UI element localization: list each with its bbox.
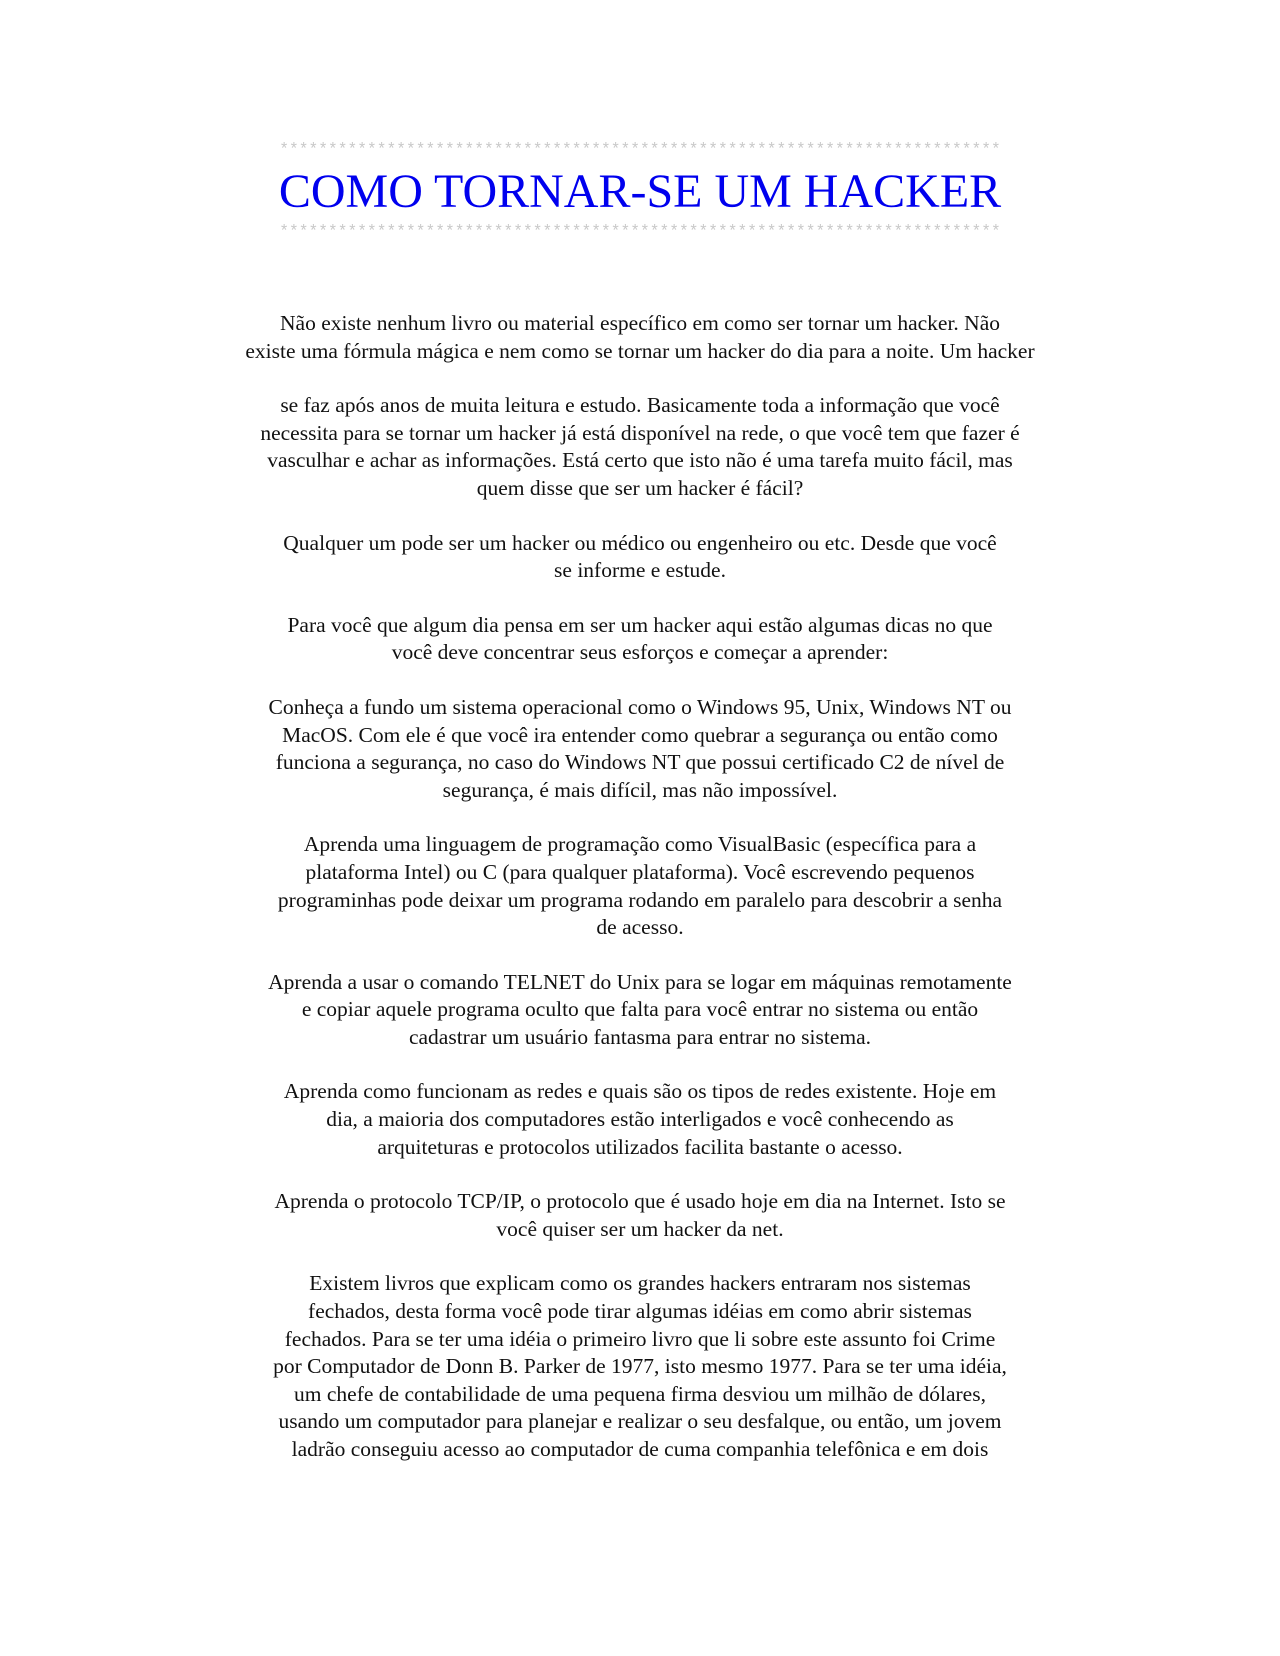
- text-line: Aprenda uma linguagem de programação como VisualBasic (específica para a: [303, 832, 977, 857]
- text-line: Para você que algum dia pensa em ser um hacker aqui estão algumas dicas no que: [287, 612, 993, 637]
- text-line: Qualquer um pode ser um hacker ou médico ou engenheiro ou etc. Desde que você: [283, 530, 997, 555]
- text-line: e copiar aquele programa oculto que falta para você entrar no sistema ou então: [301, 997, 979, 1022]
- text-line: usando um computador para planejar e realizar o seu desfalque, ou então, um jovem: [278, 1409, 1002, 1434]
- text-line: segurança, é mais difícil, mas não impossível.: [442, 777, 838, 802]
- text-line: funciona a segurança, no caso do Windows NT que possui certificado C2 de nível de: [275, 750, 1005, 775]
- paragraph: [160, 1078, 1120, 1161]
- text-line: Conheça a fundo um sistema operacional como o Windows 95, Unix, Windows NT ou: [268, 694, 1012, 719]
- text-line: de acesso.: [596, 915, 684, 940]
- text-line: MacOS. Com ele é que você ira entender como quebrar a segurança ou então como: [282, 722, 998, 747]
- text-line: Aprenda a usar o comando TELNET do Unix para se logar em máquinas remotamente: [268, 969, 1012, 994]
- text-line: Aprenda como funcionam as redes e quais são os tipos de redes existente. Hoje em: [283, 1079, 997, 1104]
- text-line: você quiser ser um hacker da net.: [496, 1216, 784, 1241]
- text-line: se faz após anos de muita leitura e estudo. Basicamente toda a informação que você: [280, 393, 1000, 418]
- text-line: quem disse que ser um hacker é fácil?: [476, 475, 804, 500]
- stars-divider-top: **************************************************************************: [279, 140, 1001, 159]
- text-line: fechados, desta forma você pode tirar algumas idéias em como abrir sistemas: [308, 1299, 972, 1324]
- text-line: por Computador de Donn B. Parker de 1977, isto mesmo 1977. Para se ter uma idéia,: [273, 1354, 1007, 1379]
- paragraph: [160, 969, 1120, 1052]
- paragraph: [160, 310, 1120, 365]
- paragraph: [160, 392, 1120, 502]
- text-line: programinhas pode deixar um programa rodando em paralelo para descobrir a senha: [277, 887, 1003, 912]
- paragraph: [160, 831, 1120, 941]
- text-line: Existem livros que explicam como os grandes hackers entraram nos sistemas: [309, 1271, 971, 1296]
- text-line: Aprenda o protocolo TCP/IP, o protocolo que é usado hoje em dia na Internet. Isto se: [274, 1189, 1006, 1214]
- text-line: fechados. Para se ter uma idéia o primeiro livro que li sobre este assunto foi Crime: [284, 1326, 996, 1351]
- paragraph: [160, 1188, 1120, 1243]
- paragraph: [160, 694, 1120, 804]
- text-line: se informe e estude.: [554, 558, 726, 583]
- text-line: dia, a maioria dos computadores estão interligados e você conhecendo as: [326, 1107, 954, 1132]
- document-body: [160, 310, 1120, 1491]
- text-line: ladrão conseguiu acesso ao computador de cuma companhia telefônica e em dois: [291, 1437, 989, 1461]
- text-line: existe uma fórmula mágica e nem como se tornar um hacker do dia para a noite. Um hacker: [245, 338, 1035, 363]
- text-line: arquiteturas e protocolos utilizados facilita bastante o acesso.: [377, 1134, 903, 1159]
- title-block: [0, 140, 1280, 242]
- text-line: cadastrar um usuário fantasma para entrar no sistema.: [408, 1024, 872, 1049]
- document-title: COMO TORNAR-SE UM HACKER: [278, 165, 1002, 218]
- paragraph: [160, 612, 1120, 667]
- text-line: Não existe nenhum livro ou material específico em como ser tornar um hacker. Não: [280, 311, 1000, 335]
- paragraph: [160, 530, 1120, 585]
- text-line: um chefe de contabilidade de uma pequena firma desviou um milhão de dólares,: [294, 1381, 986, 1406]
- stars-divider-bottom: **************************************************************************: [279, 222, 1001, 241]
- text-line: plataforma Intel) ou C (para qualquer plataforma). Você escrevendo pequenos: [305, 859, 975, 884]
- text-line: necessita para se tornar um hacker já está disponível na rede, o que você tem que fazer é: [260, 420, 1020, 445]
- text-line: vasculhar e achar as informações. Está certo que isto não é uma tarefa muito fácil, mas: [267, 448, 1013, 473]
- text-line: você deve concentrar seus esforços e começar a aprender:: [391, 640, 889, 665]
- paragraph: [160, 1270, 1120, 1463]
